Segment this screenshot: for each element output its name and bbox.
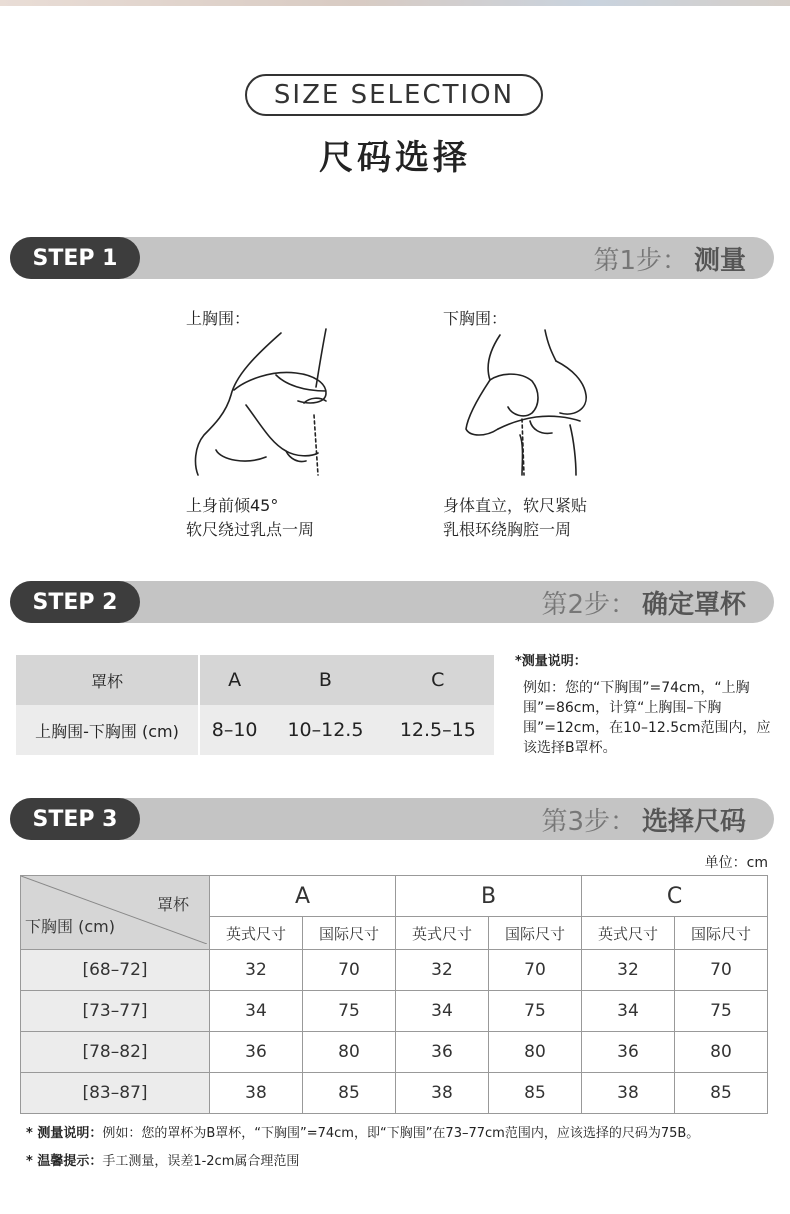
size-table-cell: 75 (675, 991, 768, 1032)
size-table-cell: 70 (489, 950, 582, 991)
cup-table-row-label: 上胸围-下胸围 (cm) (16, 705, 199, 755)
step1-badge: STEP 1 (10, 237, 140, 279)
size-table-corner-underbust: 下胸围 (cm) (25, 917, 115, 936)
footer-note-tip-title: * 温馨提示： (26, 1154, 103, 1169)
step1-title-prefix: 第1步： (593, 245, 688, 276)
cup-table-header-row (16, 655, 494, 705)
step2-title (541, 581, 746, 623)
footer-note-tip-text: 手工测量，误差1-2cm属合理范围 (102, 1154, 300, 1169)
size-table-cell: 36 (396, 1032, 489, 1073)
size-table-cell: 80 (489, 1032, 582, 1073)
step2-badge: STEP 2 (10, 581, 140, 623)
under-bust-desc-line1: 身体直立，软尺紧贴 (443, 496, 588, 515)
size-table-subheader: 国际尺寸 (303, 917, 396, 950)
footer-note-measurement (26, 1122, 699, 1141)
size-table-cell: 32 (582, 950, 675, 991)
cup-table-range: 10–12.5 (287, 719, 364, 741)
step2-title-main: 确定罩杯 (641, 589, 746, 620)
cup-table-cup: C (431, 669, 445, 691)
size-table-cell: 36 (210, 1032, 303, 1073)
upper-bust-illustration (186, 325, 346, 485)
footer-note-measurement-title: * 测量说明： (26, 1126, 103, 1141)
size-table-cell: 85 (675, 1073, 768, 1114)
size-table-subheader: 英式尺寸 (582, 917, 675, 950)
step3-bar (10, 798, 774, 840)
size-table-row-label: [73–77] (21, 991, 210, 1032)
size-table-cell: 70 (675, 950, 768, 991)
size-table-subheader: 国际尺寸 (675, 917, 768, 950)
top-photo-strip (0, 0, 790, 6)
table-row (21, 991, 768, 1032)
upper-bust-desc-line1: 上身前倾45° (186, 496, 279, 515)
cup-table-range: 12.5–15 (399, 719, 476, 741)
step3-title-main: 选择尺码 (641, 806, 746, 837)
step3-title (541, 798, 746, 840)
step1-title (593, 237, 746, 279)
size-table-corner (21, 876, 210, 950)
size-table-cell: 70 (303, 950, 396, 991)
size-table-cell: 85 (303, 1073, 396, 1114)
table-row (21, 1032, 768, 1073)
upper-bust-desc (186, 494, 314, 542)
size-table-cell: 38 (396, 1073, 489, 1114)
under-bust-illustration (460, 325, 610, 485)
step2-note-title: *测量说明： (515, 654, 587, 669)
size-table-row-label: [83–87] (21, 1073, 210, 1114)
cup-table-cup: B (318, 669, 332, 691)
step2-bar (10, 581, 774, 623)
size-table-cell: 80 (303, 1032, 396, 1073)
size-table-cell: 36 (582, 1032, 675, 1073)
under-bust-caption: 下胸围： (443, 309, 508, 328)
size-table-cup-c: C (582, 876, 768, 917)
size-table-cell: 32 (396, 950, 489, 991)
size-table-cup-row (21, 876, 768, 917)
footer-note-measurement-text: 例如：您的罩杯为B罩杯，“下胸围”=74cm，即“下胸围”在73–77cm范围内，应该选择的尺码为75B。 (102, 1126, 700, 1141)
under-bust-desc-line2: 乳根环绕胸腔一周 (443, 520, 572, 539)
footer-note-tip (26, 1150, 299, 1169)
size-table-corner-cup: 罩杯 (156, 895, 189, 914)
upper-bust-caption: 上胸围： (186, 309, 251, 328)
size-table-cup-a: A (210, 876, 396, 917)
step2-title-prefix: 第2步： (541, 589, 636, 620)
step2-note (515, 652, 775, 758)
size-table-row-label: [78–82] (21, 1032, 210, 1073)
size-table-cell: 75 (303, 991, 396, 1032)
cup-table-range: 8–10 (211, 719, 258, 741)
step1-title-main: 测量 (693, 245, 746, 276)
size-table-cell: 75 (489, 991, 582, 1032)
size-table (20, 875, 768, 1114)
table-row (21, 950, 768, 991)
step2-note-body: 例如：您的“下胸围”=74cm，“上胸围”=86cm，计算“上胸围–下胸围”=12cm，在10–12.5cm范围内，应该选择B罩杯。 (523, 680, 771, 756)
size-table-subheader: 英式尺寸 (396, 917, 489, 950)
size-table-subheader: 国际尺寸 (489, 917, 582, 950)
size-table-subheader: 英式尺寸 (210, 917, 303, 950)
size-table-cell: 34 (396, 991, 489, 1032)
size-selection-zh-title: 尺码选择 (319, 138, 471, 178)
size-table-cell: 80 (675, 1032, 768, 1073)
size-table-row-label: [68–72] (21, 950, 210, 991)
cup-table-header-label: 罩杯 (16, 655, 199, 705)
step3-badge: STEP 3 (10, 798, 140, 840)
size-table-cell: 32 (210, 950, 303, 991)
size-table-cell: 34 (582, 991, 675, 1032)
size-table-cell: 34 (210, 991, 303, 1032)
table-row (21, 1073, 768, 1114)
cup-table (16, 655, 494, 755)
size-table-cell: 38 (582, 1073, 675, 1114)
size-table-cell: 85 (489, 1073, 582, 1114)
size-table-cell: 38 (210, 1073, 303, 1114)
size-selection-title: SIZE SELECTION (245, 74, 543, 116)
cup-table-cup: A (228, 669, 242, 691)
unit-label: 单位：cm (704, 855, 768, 871)
step3-title-prefix: 第3步： (541, 806, 636, 837)
under-bust-desc (443, 494, 587, 542)
step1-bar (10, 237, 774, 279)
upper-bust-desc-line2: 软尺绕过乳点一周 (186, 520, 315, 539)
cup-table-range-row (16, 705, 494, 755)
size-table-cup-b: B (396, 876, 582, 917)
